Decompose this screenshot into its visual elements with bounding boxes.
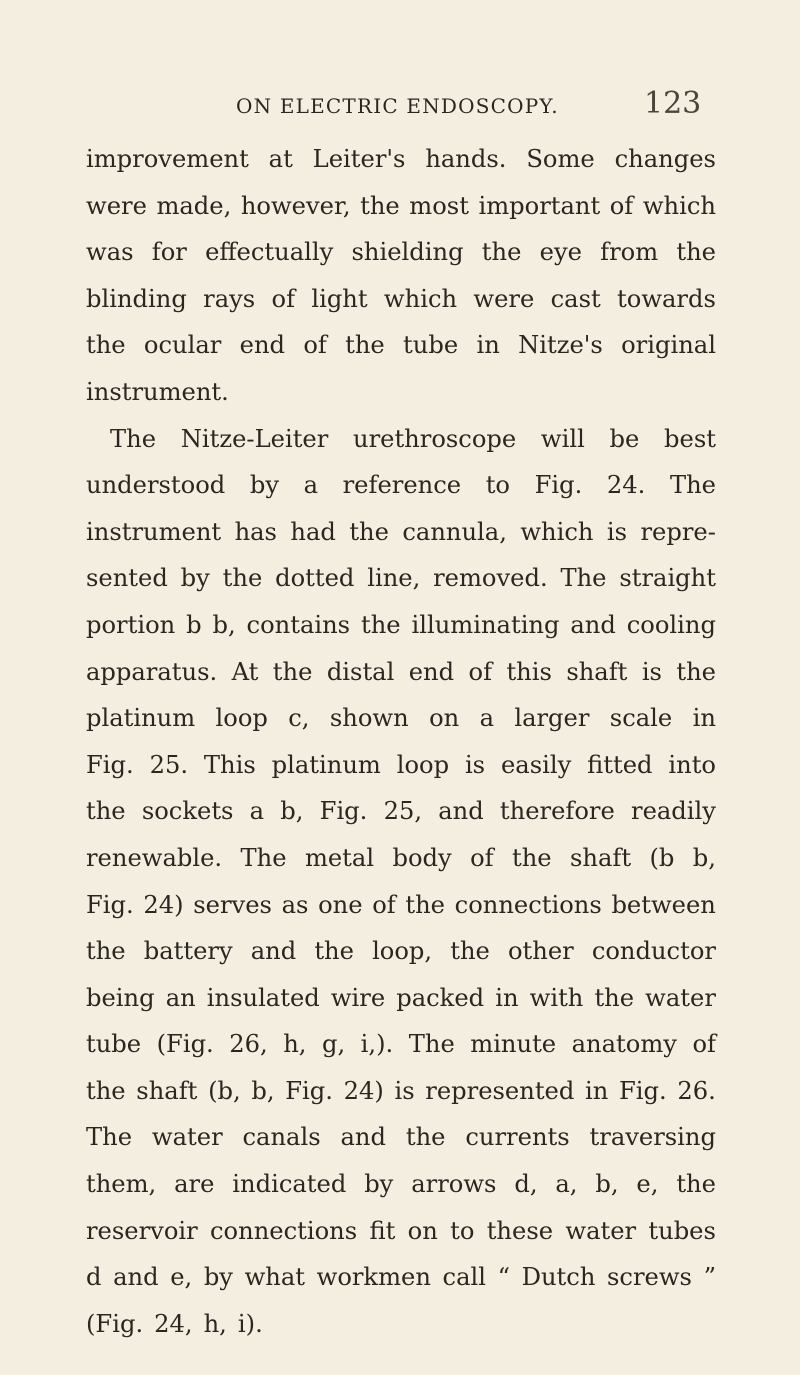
- word: ocular: [143, 331, 222, 360]
- word: which: [383, 284, 458, 313]
- word: is: [394, 1076, 415, 1105]
- word: Leiter's: [312, 145, 406, 173]
- word: workmen: [316, 1263, 431, 1292]
- word: what: [244, 1263, 305, 1292]
- text-line: [86, 462, 716, 509]
- word: hands.: [425, 145, 507, 173]
- word: 26.: [677, 1076, 716, 1105]
- word: The: [110, 424, 157, 453]
- word: ”: [703, 1263, 716, 1292]
- word: 24,: [154, 1309, 193, 1338]
- word: the: [314, 937, 354, 966]
- word: illuminating: [411, 610, 560, 639]
- text-line: [86, 975, 716, 1022]
- word: i,).: [360, 1030, 394, 1059]
- word: connections: [210, 1216, 358, 1245]
- word: of: [303, 331, 327, 360]
- word: easily: [500, 750, 572, 779]
- text-line: [86, 369, 716, 416]
- word: (b,: [208, 1076, 241, 1105]
- word: of: [468, 657, 493, 686]
- word: this: [506, 657, 552, 686]
- word: h,: [203, 1309, 227, 1338]
- word: into: [668, 750, 716, 779]
- word: Dutch: [521, 1263, 596, 1292]
- word: the: [405, 1123, 446, 1152]
- word: the: [676, 238, 716, 267]
- word: by: [364, 1170, 394, 1199]
- word: instrument: [86, 517, 222, 546]
- word: body: [392, 843, 452, 872]
- word: The: [560, 564, 607, 593]
- word: blinding: [86, 284, 187, 313]
- word: are: [174, 1170, 215, 1199]
- text-line: [86, 1068, 716, 1115]
- word: sented: [86, 564, 168, 593]
- word: The: [408, 1030, 455, 1059]
- word: (Fig.: [156, 1030, 214, 1059]
- word: h,: [283, 1030, 307, 1059]
- word: an: [165, 983, 196, 1012]
- word: the: [86, 331, 126, 360]
- word: water: [151, 1123, 223, 1152]
- word: in: [476, 331, 500, 360]
- word: straight: [619, 564, 716, 593]
- word: the: [86, 937, 126, 966]
- word: the: [676, 657, 716, 686]
- word: best: [664, 424, 716, 453]
- text-line: [86, 1161, 716, 1208]
- word: At: [231, 657, 259, 686]
- word: platinum: [271, 750, 381, 779]
- word: these: [486, 1216, 554, 1245]
- word: water: [565, 1216, 637, 1245]
- word: has: [234, 517, 277, 546]
- text-line: [86, 1208, 716, 1255]
- word: e,: [636, 1170, 659, 1199]
- word: in: [585, 1076, 609, 1105]
- text-line: [86, 742, 716, 789]
- word: sockets: [141, 797, 234, 826]
- word: anatomy: [571, 1030, 677, 1059]
- word: the: [361, 610, 401, 639]
- text-line: [86, 276, 716, 323]
- text-line: [86, 788, 716, 835]
- word: by: [180, 564, 210, 593]
- word: (b: [649, 843, 675, 872]
- word: d,: [514, 1170, 538, 1199]
- word: portion: [86, 610, 176, 639]
- word: connections: [454, 890, 602, 919]
- text-line: [86, 555, 716, 602]
- word: as: [281, 890, 309, 919]
- word: repre-: [640, 517, 716, 546]
- word: will: [540, 424, 585, 453]
- word: canals: [242, 1123, 321, 1152]
- text-line: [86, 835, 716, 882]
- word: b: [186, 610, 202, 639]
- word: renewable.: [86, 843, 223, 872]
- word: tubes: [648, 1216, 716, 1245]
- text-line: [86, 882, 716, 929]
- word: the: [405, 890, 445, 919]
- word: b,: [692, 843, 716, 872]
- word: improvement: [86, 145, 249, 173]
- word: instrument.: [86, 377, 229, 406]
- text-line: [86, 1254, 716, 1301]
- word: rays: [203, 284, 256, 313]
- word: and: [250, 937, 297, 966]
- text-line: [86, 1301, 716, 1348]
- word: Fig.: [534, 471, 583, 500]
- page-number: 123: [644, 86, 702, 121]
- word: 24.: [606, 471, 646, 500]
- word: reservoir: [86, 1216, 198, 1245]
- word: and: [113, 1263, 159, 1292]
- word: which: [642, 191, 716, 220]
- word: effectually: [205, 238, 334, 267]
- word: Some: [526, 145, 595, 173]
- word: currents: [465, 1123, 570, 1152]
- word: screws: [607, 1263, 692, 1292]
- word: 24): [343, 1076, 384, 1105]
- word: Fig.: [86, 890, 134, 919]
- word: the: [450, 937, 490, 966]
- word: other: [507, 937, 574, 966]
- word: shielding: [351, 238, 464, 267]
- word: between: [611, 890, 716, 919]
- word: the: [86, 797, 126, 826]
- word: light: [311, 284, 368, 313]
- word: e,: [170, 1263, 193, 1292]
- word: and: [340, 1123, 386, 1152]
- text-line: [86, 649, 716, 696]
- text-line: [86, 322, 716, 369]
- word: water: [645, 983, 716, 1012]
- text-line: [86, 416, 716, 463]
- word: loop,: [372, 937, 433, 966]
- word: reference: [342, 471, 462, 500]
- word: which: [520, 517, 594, 546]
- word: cooling: [626, 610, 716, 639]
- word: The: [86, 1123, 133, 1152]
- word: the: [272, 657, 313, 686]
- word: however,: [240, 191, 351, 220]
- word: arrows: [411, 1170, 497, 1199]
- word: on: [407, 1216, 438, 1245]
- word: shaft: [136, 1076, 198, 1105]
- word: Fig.: [619, 1076, 667, 1105]
- word: by: [249, 471, 280, 500]
- text-line: [86, 136, 716, 183]
- word: cannula,: [402, 517, 507, 546]
- word: line,: [367, 564, 421, 593]
- word: and: [438, 797, 484, 826]
- running-title: ON ELECTRIC ENDOSCOPY.: [236, 94, 559, 118]
- word: shaft: [569, 843, 632, 872]
- word: eye: [539, 238, 582, 267]
- word: contains: [246, 610, 351, 639]
- word: insulated: [206, 983, 320, 1012]
- word: tube: [86, 1030, 142, 1059]
- running-head: [0, 84, 800, 124]
- word: and: [570, 610, 616, 639]
- word: conductor: [591, 937, 716, 966]
- word: end: [408, 657, 455, 686]
- word: the: [594, 983, 635, 1012]
- word: minute: [470, 1030, 557, 1059]
- word: apparatus.: [86, 657, 218, 686]
- word: end: [239, 331, 286, 360]
- word: Nitze-Leiter: [180, 424, 329, 453]
- word: 25,: [383, 797, 423, 826]
- text-line: [86, 183, 716, 230]
- word: “: [497, 1263, 510, 1292]
- word: dotted: [275, 564, 355, 593]
- word: made,: [156, 191, 232, 220]
- word: Fig.: [319, 797, 368, 826]
- word: of: [372, 890, 396, 919]
- word: one: [318, 890, 363, 919]
- word: most: [409, 191, 469, 220]
- word: scale: [609, 704, 673, 733]
- word: 26,: [229, 1030, 268, 1059]
- word: platinum: [86, 704, 196, 733]
- word: battery: [143, 937, 233, 966]
- word: packed: [396, 983, 485, 1012]
- word: original: [621, 331, 716, 360]
- word: were: [86, 191, 147, 220]
- word: b,: [212, 610, 236, 639]
- word: the: [676, 1170, 716, 1199]
- word: the: [349, 517, 389, 546]
- word: distal: [326, 657, 395, 686]
- word: therefore: [499, 797, 615, 826]
- word: with: [529, 983, 584, 1012]
- word: is: [641, 657, 662, 686]
- word: b,: [280, 797, 304, 826]
- word: the: [511, 843, 552, 872]
- word: on: [429, 704, 460, 733]
- word: a,: [555, 1170, 578, 1199]
- word: b,: [251, 1076, 275, 1105]
- word: of: [692, 1030, 716, 1059]
- word: a: [303, 471, 319, 500]
- word: them,: [86, 1170, 157, 1199]
- word: 24): [143, 890, 184, 919]
- word: represented: [425, 1076, 575, 1105]
- text-line: [86, 602, 716, 649]
- word: shaft: [566, 657, 628, 686]
- word: in: [692, 704, 716, 733]
- word: traversing: [589, 1123, 716, 1152]
- word: fitted: [587, 750, 653, 779]
- word: removed.: [433, 564, 548, 593]
- word: was: [86, 238, 134, 267]
- word: the: [360, 191, 400, 220]
- word: of: [609, 191, 634, 220]
- text-line: [86, 509, 716, 556]
- word: serves: [193, 890, 272, 919]
- word: at: [268, 145, 293, 173]
- word: (Fig.: [86, 1309, 144, 1338]
- word: i).: [237, 1309, 263, 1338]
- word: the: [222, 564, 263, 593]
- word: Nitze's: [518, 331, 603, 360]
- word: in: [495, 983, 519, 1012]
- word: a: [249, 797, 265, 826]
- word: tube: [403, 331, 459, 360]
- word: were: [473, 284, 535, 313]
- word: fit: [369, 1216, 396, 1245]
- word: b,: [595, 1170, 619, 1199]
- word: d: [86, 1263, 102, 1292]
- word: loop: [396, 750, 450, 779]
- word: is: [606, 517, 628, 546]
- word: wire: [330, 983, 386, 1012]
- word: the: [86, 1076, 126, 1105]
- word: metal: [304, 843, 375, 872]
- word: to: [485, 471, 510, 500]
- word: the: [345, 331, 385, 360]
- word: 25.: [149, 750, 189, 779]
- word: understood: [86, 471, 226, 500]
- body-text: [86, 136, 716, 1347]
- word: Fig.: [285, 1076, 333, 1105]
- word: changes: [614, 145, 716, 173]
- word: from: [600, 238, 659, 267]
- word: Fig.: [86, 750, 134, 779]
- word: c,: [288, 704, 310, 733]
- word: being: [86, 983, 155, 1012]
- word: of: [470, 843, 494, 872]
- word: indicated: [232, 1170, 347, 1199]
- word: The: [240, 843, 287, 872]
- word: for: [151, 238, 187, 267]
- text-line: [86, 1021, 716, 1068]
- word: towards: [617, 284, 716, 313]
- word: g,: [322, 1030, 346, 1059]
- word: loop: [215, 704, 268, 733]
- word: is: [464, 750, 486, 779]
- word: the: [481, 238, 522, 267]
- word: by: [203, 1263, 233, 1292]
- text-line: [86, 695, 716, 742]
- word: had: [290, 517, 336, 546]
- text-line: [86, 928, 716, 975]
- text-line: [86, 229, 716, 276]
- word: a: [479, 704, 494, 733]
- text-line: [86, 1114, 716, 1161]
- word: cast: [550, 284, 601, 313]
- word: This: [203, 750, 256, 779]
- word: urethroscope: [353, 424, 517, 453]
- word: of: [271, 284, 296, 313]
- word: larger: [514, 704, 590, 733]
- word: shown: [329, 704, 409, 733]
- word: important: [478, 191, 601, 220]
- word: call: [442, 1263, 486, 1292]
- word: The: [669, 471, 716, 500]
- word: be: [609, 424, 640, 453]
- word: readily: [631, 797, 716, 826]
- word: to: [450, 1216, 475, 1245]
